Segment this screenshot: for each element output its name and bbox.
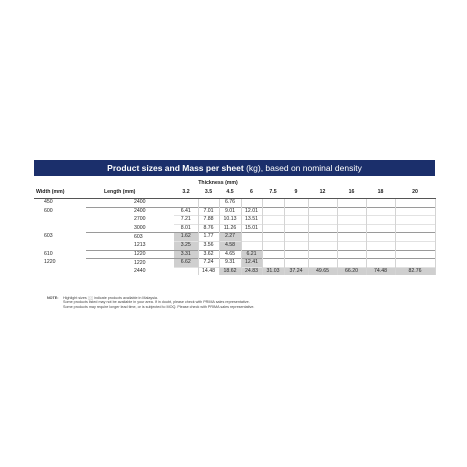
mass-cell [284,233,308,242]
mass-cell [337,207,366,216]
mass-cell [262,207,284,216]
thickness-col-header: 4.5 [219,188,241,199]
mass-cell: 14.48 [198,267,219,275]
thickness-col-header: 3.5 [198,188,219,199]
mass-cell: 37.24 [284,267,308,275]
mass-cell: 6.76 [219,199,241,208]
mass-cell: 24.83 [241,267,262,275]
mass-cell: 2.27 [219,233,241,242]
table-title [34,160,435,176]
thickness-col-header: 7.5 [262,188,284,199]
mass-cell [308,199,337,208]
mass-cell [395,241,435,250]
mass-cell [284,250,308,259]
width-cell: 1220 [44,259,56,266]
mass-cell [337,224,366,233]
mass-cell [262,241,284,250]
mass-cell [262,216,284,225]
mass-cell [366,216,395,225]
mass-cell [284,224,308,233]
width-header: Width (mm) [34,188,86,199]
table-row [34,267,435,275]
mass-cell [262,199,284,208]
mass-cell: 10.13 [219,216,241,225]
mass-cell [262,233,284,242]
mass-cell [308,250,337,259]
mass-cell [174,267,198,275]
mass-cell: 1.62 [174,233,198,242]
mass-cell [284,199,308,208]
mass-cell [366,224,395,233]
mass-cell [198,199,219,208]
length-cell: 2440 [134,267,146,274]
mass-cell: 12.41 [241,259,262,268]
mass-cell: 66.20 [337,267,366,275]
mass-cell [395,250,435,259]
mass-cell [284,241,308,250]
mass-cell: 31.03 [262,267,284,275]
note-line: Some products may require longer lead time, or is subjected to MOQ. Please check with PRIMA sales representative. [63,304,255,309]
mass-cell [366,241,395,250]
mass-cell [284,259,308,268]
mass-cell [366,250,395,259]
mass-cell [262,224,284,233]
mass-cell: 82.76 [395,267,435,275]
mass-cell [262,250,284,259]
mass-cell [395,216,435,225]
mass-cell: 9.01 [219,207,241,216]
length-cell: 1213 [134,241,146,248]
mass-cell: 7.88 [198,216,219,225]
mass-cell [308,224,337,233]
note-line: Some products listed may not be available in your area. If in doubt, please check with PRIMA sales representative. [63,300,250,305]
mass-cell [366,233,395,242]
mass-cell: 7.21 [174,216,198,225]
table-row [34,259,435,268]
mass-cell: 6.21 [241,250,262,259]
mass-cell [395,199,435,208]
mass-cell: 13.51 [241,216,262,225]
mass-cell: 15.01 [241,224,262,233]
mass-cell [308,207,337,216]
table-row [34,233,435,242]
mass-cell [284,216,308,225]
table-row [34,216,435,225]
width-cell: 603 [44,233,53,240]
thickness-col-header: 16 [337,188,366,199]
mass-cell [174,199,198,208]
note-label: NOTE: [47,296,59,300]
table-row [34,199,435,208]
thickness-col-header: 20 [395,188,435,199]
width-cell [34,216,86,225]
note-line: Highlight sizes ░░ indicate products available in Malaysia. [63,296,158,300]
thickness-col-header: 18 [366,188,395,199]
table-row [34,224,435,233]
mass-cell [366,207,395,216]
table-body [34,199,435,276]
length-cell: 1220 [86,250,174,259]
thickness-header: Thickness (mm) [198,180,238,187]
length-cell: 603 [86,233,174,242]
width-cell [34,224,86,233]
thickness-col-header: 3.2 [174,188,198,199]
thickness-col-header: 6 [241,188,262,199]
thickness-col-header: 9 [284,188,308,199]
mass-cell: 7.01 [198,207,219,216]
mass-cell: 11.26 [219,224,241,233]
mass-cell: 3.25 [174,241,198,250]
mass-cell: 8.01 [174,224,198,233]
mass-cell [337,216,366,225]
table-row [34,250,435,259]
length-cell: 2400 [86,207,174,216]
mass-cell [395,207,435,216]
mass-cell: 3.56 [198,241,219,250]
mass-cell [241,199,262,208]
mass-cell: 18.62 [219,267,241,275]
table-title-rest: (kg), based on nominal density [243,163,362,173]
mass-cell [366,259,395,268]
mass-cell: 7.24 [198,259,219,268]
width-cell [34,241,86,250]
mass-cell [337,259,366,268]
mass-cell [241,241,262,250]
table-row [34,241,435,250]
width-cell: 610 [44,250,53,257]
mass-cell [337,233,366,242]
mass-cell: 4.58 [219,241,241,250]
table-row [34,207,435,216]
mass-cell: 9.31 [219,259,241,268]
width-cell: 450 [44,199,53,206]
length-cell: 1220 [86,259,174,268]
mass-cell [284,207,308,216]
mass-cell [337,241,366,250]
mass-cell: 6.62 [174,259,198,268]
thickness-col-header: 12 [308,188,337,199]
mass-cell [308,259,337,268]
mass-cell [395,233,435,242]
width-cell [34,267,86,275]
mass-cell [308,216,337,225]
mass-cell: 12.01 [241,207,262,216]
mass-cell: 6.41 [174,207,198,216]
mass-cell [395,259,435,268]
mass-cell [308,241,337,250]
mass-cell [262,259,284,268]
mass-cell [241,233,262,242]
width-cell: 600 [44,207,53,214]
mass-cell [337,199,366,208]
mass-cell: 8.76 [198,224,219,233]
length-header: Length (mm) [86,188,174,199]
note-lines [63,296,254,309]
mass-cell [308,233,337,242]
mass-cell [395,224,435,233]
mass-cell [337,250,366,259]
mass-cell: 1.77 [198,233,219,242]
mass-cell: 49.65 [308,267,337,275]
length-cell: 3000 [134,224,146,231]
product-sizes-table [34,180,436,275]
length-cell: 2400 [86,199,174,208]
table-title-bold: Product sizes and Mass per sheet [107,163,244,173]
mass-cell: 3.31 [174,250,198,259]
mass-cell: 3.62 [198,250,219,259]
mass-cell: 74.48 [366,267,395,275]
length-cell: 2700 [134,216,146,223]
mass-cell [366,199,395,208]
mass-cell: 4.65 [219,250,241,259]
